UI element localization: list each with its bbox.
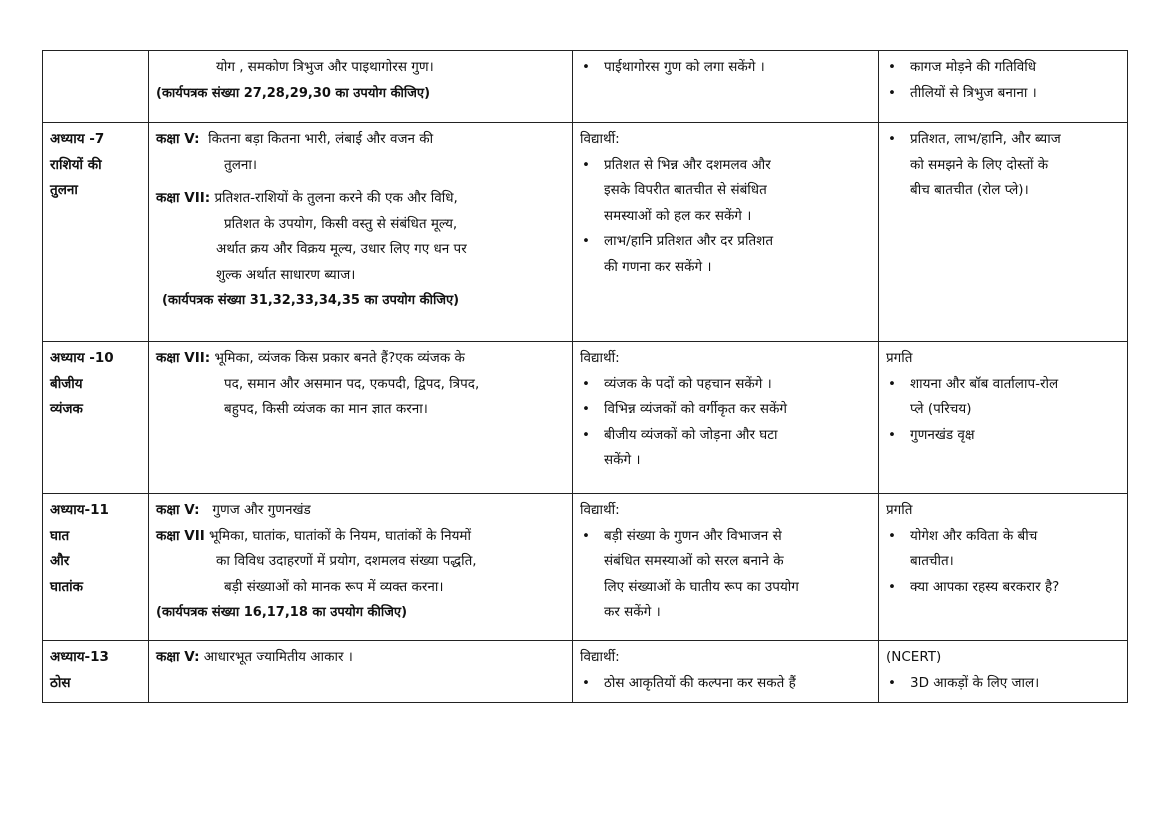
list-item: • बड़ी संख्या के गुणन और विभाजन से <box>580 524 872 550</box>
list-item: • विभिन्न व्यंजकों को वर्गीकृत कर सकेंगे <box>580 397 872 423</box>
topic-line: योग , समकोण त्रिभुज और पाइथागोरस गुण। <box>216 59 434 75</box>
list-item: • कागज मोड़ने की गतिविधि <box>886 55 1121 81</box>
bullet-icon: • <box>582 156 590 173</box>
bullet-icon: • <box>582 233 590 249</box>
chapter-cell: अध्याय -7 राशियों की तुलना <box>43 123 149 342</box>
chapter-cell: अध्याय -10 बीजीय व्यंजक <box>43 342 149 494</box>
topics-cell: कक्षा V: कितना बड़ा कितना भारी, लंबाई और वजन की तुलना। कक्षा VII: प्रतिशत-राशियों के तुलना करने की एक और विधि, प्रतिशत के उपयोग, किसी वस्तु से संबंधित मूल्य, अर्थात क्रय और विक्रय मूल्य, उधार लिए गए धन पर शुल्क अर्थात साधारण ब्याज। (कार्यपत्रक संख्या 31,32,33,34,35 का उपयोग कीजिए) <box>149 123 573 342</box>
bullet-icon: • <box>888 578 896 595</box>
activities-cell <box>879 51 1128 123</box>
table-row <box>43 494 1128 641</box>
class-label: कक्षा V: <box>156 131 200 147</box>
list-item: • लाभ/हानि प्रतिशत और दर प्रतिशत <box>580 229 872 255</box>
list-item: • क्या आपका रहस्य बरकरार है? <box>886 575 1121 601</box>
bullet-icon: • <box>582 426 590 443</box>
topics-cell: कक्षा V: गुणज और गुणनखंड कक्षा VII भूमिका, घातांक, घातांकों के नियम, घातांकों के नियमों का विविध उदाहरणों में प्रयोग, दशमलव संख्या पद्धति, बड़ी संख्याओं को मानक रूप में व्यक्त करना। (कार्यपत्रक संख्या 16,17,18 का उपयोग कीजिए) <box>149 494 573 641</box>
class-label: कक्षा VII: <box>156 350 211 366</box>
topics-cell: कक्षा VII: भूमिका, व्यंजक किस प्रकार बनते हैं?एक व्यंजक के पद, समान और असमान पद, एकपदी, द्विपद, त्रिपद, बहुपद, किसी व्यंजक का मान ज्ञात करना। <box>149 342 573 494</box>
lesson-plan-table <box>42 50 1128 703</box>
list-item: • ठोस आकृतियों की कल्पना कर सकते हैं <box>580 671 872 697</box>
class-label: कक्षा VII: <box>156 190 211 206</box>
list-item: • व्यंजक के पदों को पहचान सकेंगे । <box>580 372 872 398</box>
list-item: • शायना और बॉब वार्तालाप-रोल <box>886 372 1121 398</box>
activities-cell: • प्रतिशत, लाभ/हानि, और ब्याज को समझने के लिए दोस्तों के बीच बातचीत (रोल प्ले)। <box>879 123 1128 342</box>
outcomes-cell <box>573 51 879 123</box>
list-item: • तीलियों से त्रिभुज बनाना । <box>886 81 1121 107</box>
bullet-icon: • <box>888 59 896 75</box>
table-row <box>43 51 1128 123</box>
bullet-icon: • <box>888 131 896 147</box>
class-label: कक्षा V: <box>156 649 200 665</box>
bullet-icon: • <box>582 375 590 392</box>
class-label: कक्षा VII <box>156 527 205 544</box>
outcomes-cell: विद्यार्थी: • बड़ी संख्या के गुणन और विभाजन से संबंधित समस्याओं को सरल बनाने के लिए संख्याओं के घातीय रूप का उपयोग कर सकेंगे । <box>573 494 879 641</box>
activities-cell: प्रगति • योगेश और कविता के बीच बातचीत। • क्या आपका रहस्य बरकरार है? <box>879 494 1128 641</box>
bullet-icon: • <box>888 375 896 392</box>
bullet-icon: • <box>582 401 590 417</box>
worksheet-note: (कार्यपत्रक संख्या 16,17,18 का उपयोग कीजिए) <box>156 605 408 620</box>
cell-heading: प्रगति <box>886 502 913 518</box>
bullet-icon: • <box>888 426 896 443</box>
cell-heading: विद्यार्थी: <box>580 350 620 366</box>
cell-heading: विद्यार्थी: <box>580 649 620 665</box>
cell-heading: (NCERT) <box>886 649 942 665</box>
bullet-icon: • <box>888 527 896 544</box>
list-item: • योगेश और कविता के बीच <box>886 524 1121 550</box>
outcomes-cell <box>573 641 879 703</box>
bullet-icon: • <box>582 527 590 544</box>
chapter-cell: अध्याय-13 ठोस <box>43 641 149 703</box>
list-item: • प्रतिशत से भिन्न और दशमलव और <box>580 153 872 179</box>
cell-heading: विद्यार्थी: <box>580 131 620 147</box>
outcomes-cell: विद्यार्थी: • व्यंजक के पदों को पहचान सकेंगे । • विभिन्न व्यंजकों को वर्गीकृत कर सकेंगे • बीजीय व्यंजकों को जोड़ना और घटा सकेंगे । <box>573 342 879 494</box>
topics-cell: कक्षा V: आधारभूत ज्यामितीय आकार । <box>149 641 573 703</box>
list-item: • बीजीय व्यंजकों को जोड़ना और घटा <box>580 423 872 449</box>
cell-heading: प्रगति <box>886 350 913 366</box>
activities-cell: प्रगति • शायना और बॉब वार्तालाप-रोल प्ले (परिचय) • गुणनखंड वृक्ष <box>879 342 1128 494</box>
activities-cell <box>879 641 1128 703</box>
bullet-icon: • <box>582 674 590 691</box>
list-item: • गुणनखंड वृक्ष <box>886 423 1121 449</box>
class-label: कक्षा V: <box>156 502 200 518</box>
bullet-icon: • <box>582 59 590 75</box>
cell-heading: विद्यार्थी: <box>580 502 620 518</box>
chapter-cell: अध्याय-11 घात और घातांक <box>43 494 149 641</box>
worksheet-note: (कार्यपत्रक संख्या 31,32,33,34,35 का उपयोग कीजिए) <box>162 293 460 308</box>
bullet-icon: • <box>888 674 896 691</box>
bullet-icon: • <box>888 84 896 101</box>
outcomes-cell: विद्यार्थी: • प्रतिशत से भिन्न और दशमलव और इसके विपरीत बातचीत से संबंधित समस्याओं को हल कर सकेंगे । • लाभ/हानि प्रतिशत और दर प्रतिशत की गणना कर सकेंगे । <box>573 123 879 342</box>
chapter-cell <box>43 51 149 123</box>
topics-cell <box>149 51 573 123</box>
list-item: • प्रतिशत, लाभ/हानि, और ब्याज <box>886 127 1121 153</box>
table-row <box>43 342 1128 494</box>
list-item: • 3D आकड़ों के लिए जाल। <box>886 671 1121 697</box>
list-item: • पाईथागोरस गुण को लगा सकेंगे । <box>580 55 872 81</box>
worksheet-note: (कार्यपत्रक संख्या 27,28,29,30 का उपयोग कीजिए) <box>156 85 431 101</box>
table-row <box>43 641 1128 703</box>
table-row <box>43 123 1128 342</box>
